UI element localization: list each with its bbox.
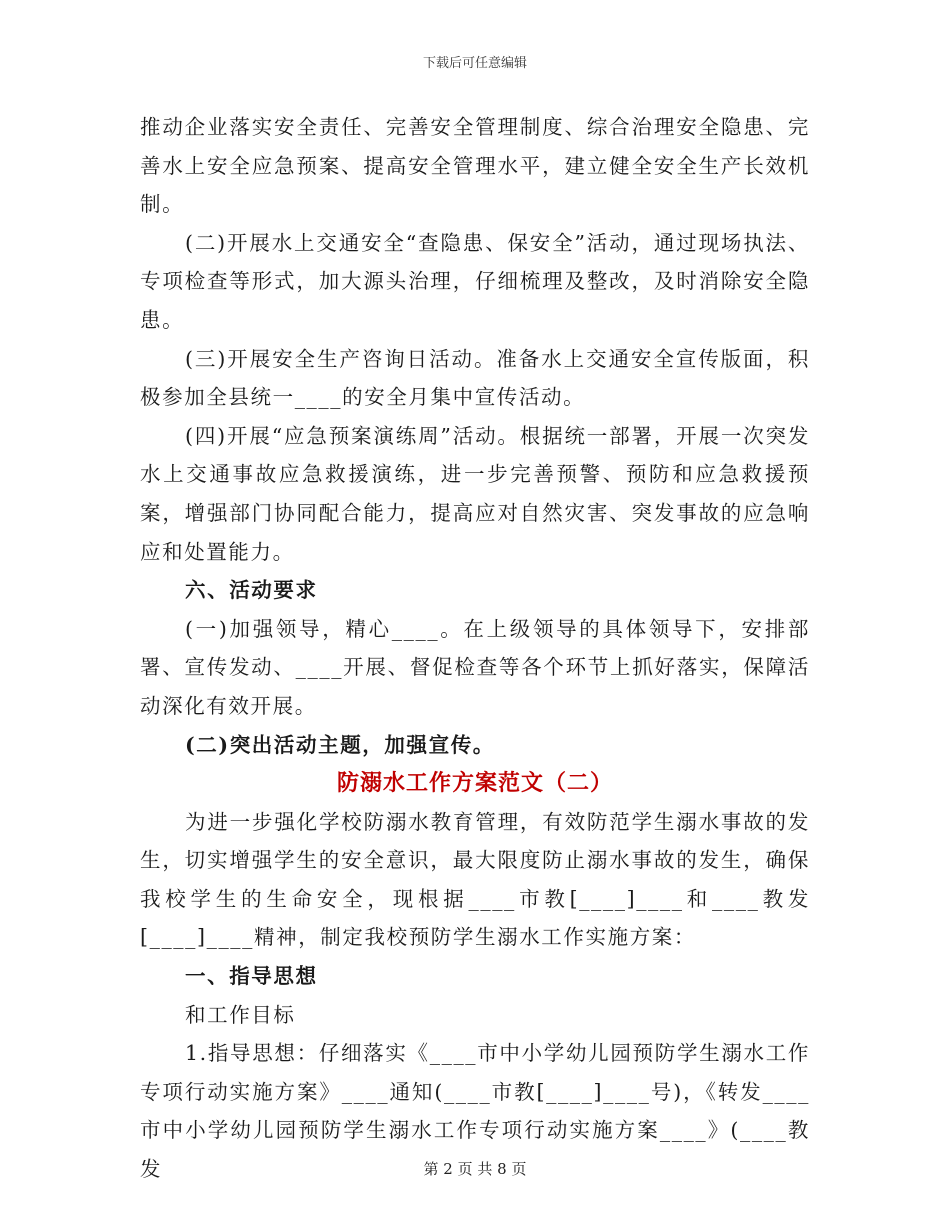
document-body	[140, 108, 810, 1189]
paragraph-item-2: (二)开展水上交通安全“查隐患、保安全”活动，通过现场执法、专项检查等形式，加大源头治理，仔细梳理及整改，及时消除安全隐患。	[140, 230, 810, 332]
page-footer: 第 2 页 共 8 页	[423, 1160, 527, 1178]
paragraph-intro: 为进一步强化学校防溺水教育管理，有效防范学生溺水事故的发生，切实增强学生的安全意识，最大限度防止溺水事故的发生，确保我校学生的生命安全，现根据____市教[____]____和____教发[____]____精神，制定我校预防学生溺水工作实施方案：	[140, 809, 810, 950]
paragraph-requirement-1: (一)加强领导，精心____。在上级领导的具体领导下，安排部署、宣传发动、____开展、督促检查等各个环节上抓好落实，保障活动深化有效开展。	[140, 616, 810, 718]
page-header: 下载后可任意编辑	[422, 56, 527, 71]
paragraph-item-4: (四)开展“应急预案演练周”活动。根据统一部署，开展一次突发水上交通事故应急救援演练，进一步完善预警、预防和应急救援预案，增强部门协同配合能力，提高应对自然灾害、突发事故的应急响应和处置能力。	[140, 423, 810, 564]
paragraph-continuation: 推动企业落实安全责任、完善安全管理制度、综合治理安全隐患、完善水上安全应急预案、提高安全管理水平，建立健全安全生产长效机制。	[140, 115, 810, 217]
section-heading-guiding-ideology: 一、指导思想	[185, 964, 318, 989]
paragraph-item-3: (三)开展安全生产咨询日活动。准备水上交通安全宣传版面，积极参加全县统一____的安全月集中宣传活动。	[140, 346, 810, 410]
paragraph-requirement-2: (二)突出活动主题，加强宣传。	[185, 732, 495, 757]
section-heading-requirements: 六、活动要求	[185, 578, 318, 603]
paragraph-guiding-ideology: 1.指导思想：仔细落实《____市中小学幼儿园预防学生溺水工作专项行动实施方案》____通知(____市教[____]____号)，《转发____市中小学幼儿园预防学生溺水工作专项行动实施方案____》(____教发	[140, 1041, 810, 1182]
subheading-work-goals: 和工作目标	[185, 1002, 296, 1027]
document-title: 防溺水工作方案范文（二）	[336, 770, 613, 797]
